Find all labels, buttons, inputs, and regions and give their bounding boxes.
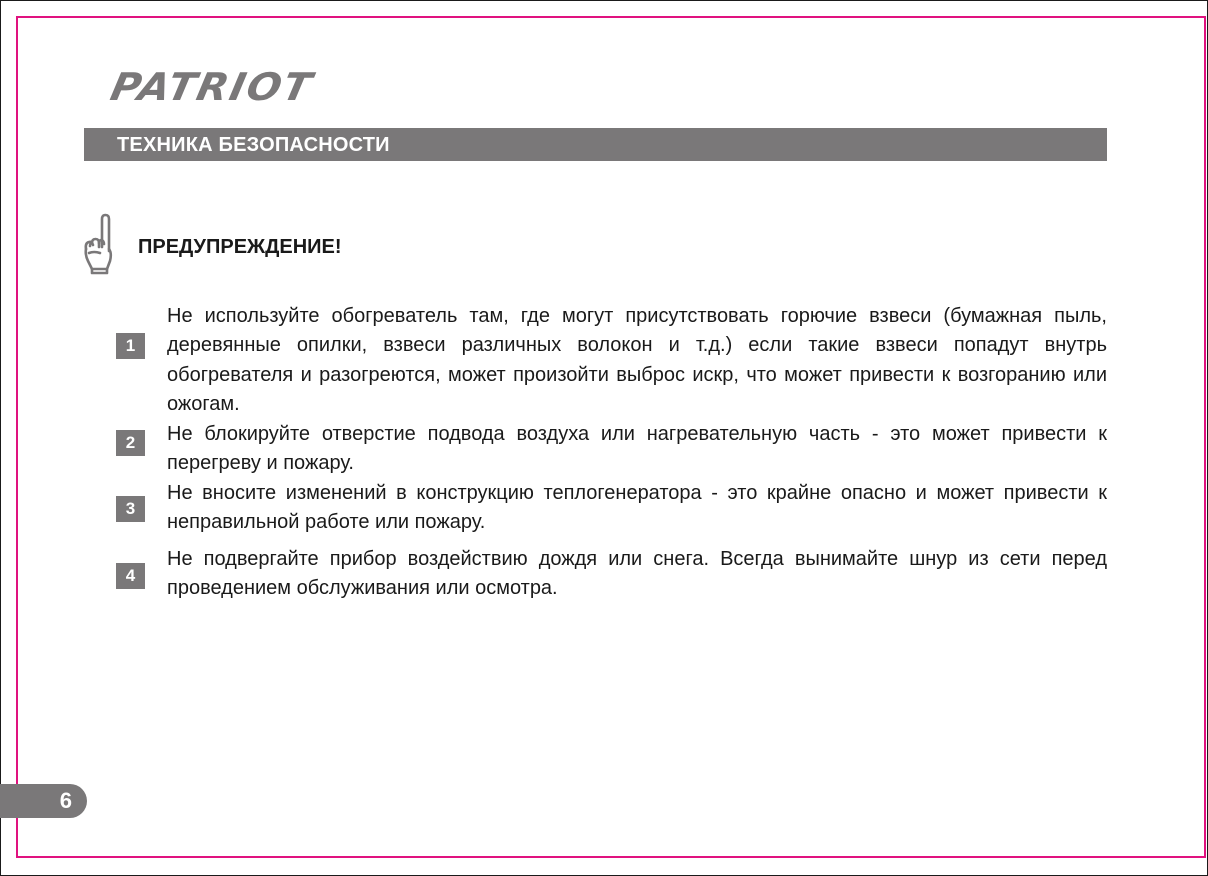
- page-number: 6: [59, 788, 72, 813]
- item-number-badge: 2: [116, 430, 145, 456]
- section-title: ТЕХНИКА БЕЗОПАСНОСТИ: [117, 134, 390, 156]
- item-text: Не блокируйте отверстие подвода воздуха или нагревательную часть - это может привести к перегреву и пожару.: [167, 423, 1107, 475]
- patriot-logo: PATRIOT: [106, 66, 318, 110]
- section-header-bar: [84, 128, 1107, 161]
- pointing-hand-icon: [80, 213, 120, 275]
- item-text: Не подвергайте прибор воздействию дождя или снега. Всегда вынимайте шнур из сети перед проведением обслуживания или осмотра.: [167, 548, 1107, 600]
- item-number-badge: 4: [116, 563, 145, 589]
- warning-block: [80, 213, 342, 275]
- page-number-tab: [0, 784, 87, 818]
- item-text: Не используйте обогреватель там, где могут присутствовать горючие взвеси (бумажная пыль, деревянные опилки, взвеси различных волокон и т.д.) если такие взвеси попадут внутрь обогревателя и разогреются, может произойти выброс искр, что может привести к возгоранию или ожогам.: [167, 305, 1107, 415]
- item-number-badge: 3: [116, 496, 145, 522]
- item-text: Не вносите изменений в конструкцию теплогенератора - это крайне опасно и может привести к неправильной работе или пожару.: [167, 482, 1107, 534]
- item-number-badge: 1: [116, 333, 145, 359]
- warning-title: ПРЕДУПРЕЖДЕНИЕ!: [138, 235, 342, 258]
